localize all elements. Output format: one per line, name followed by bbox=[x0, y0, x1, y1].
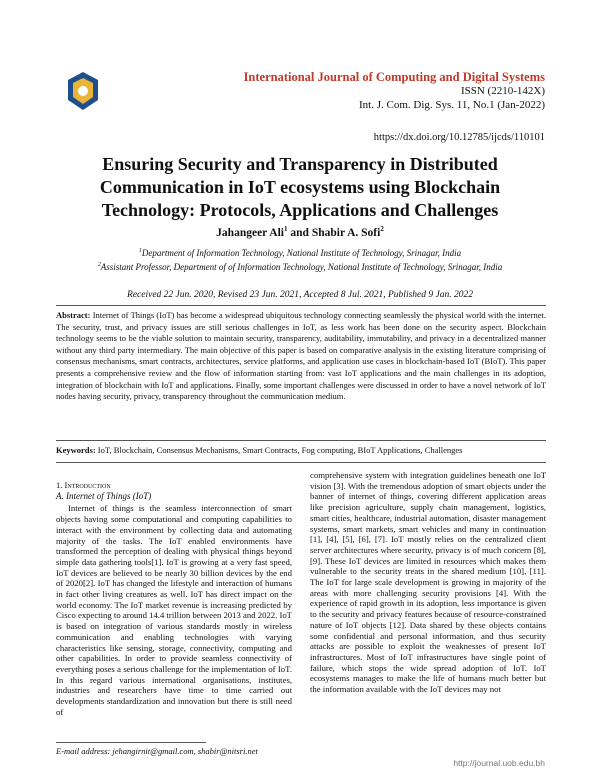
abstract-bottom-rule bbox=[56, 440, 546, 441]
journal-logo-icon bbox=[66, 70, 100, 112]
journal-header bbox=[244, 70, 545, 112]
author-2-sup: 2 bbox=[380, 225, 384, 233]
journal-citation: Int. J. Com. Dig. Sys. 11, No.1 (Jan-2022) bbox=[359, 99, 545, 111]
footnote-rule bbox=[56, 742, 206, 743]
abstract-text: Internet of Things (IoT) has become a widespread ubiquitous technology connecting seamlessly the physical world with the internet. The security, trust, and privacy issues are still serious challenges in IoT, as less work has been done on the security aspect. Blockchain technology seems to be the viable solution to maintain security, transparency, auditability, immutability, and privacy in a decentralized manner without any third party intermediary. The main objective of this paper is based on comparative analysis in the existing literature comprising of consensus mechanisms, smart contracts, architectures, service platforms, and application use cases in blockchain-based IoT (BIoT). This paper presents a comprehensive review and the flow of information starting from: vast IoT applications and the main challenges in its adoption, integration of blockchain with IoT and applications. Finally, some important challenges were discussed in order to have a novel network of IoT nodes having security, privacy, transparency throughout the communication medium. bbox=[56, 310, 546, 402]
section-number: 1. bbox=[56, 480, 63, 490]
subsection-heading: A. Internet of Things (IoT) bbox=[56, 490, 152, 501]
journal-issn: ISSN (2210-142X) bbox=[460, 85, 545, 97]
author-and: and bbox=[290, 226, 309, 239]
journal-name: International Journal of Computing and Digital Systems bbox=[243, 70, 545, 84]
affiliation-2 bbox=[60, 259, 540, 273]
affiliation-1 bbox=[60, 245, 540, 259]
abstract-label: Abstract: bbox=[56, 310, 91, 320]
paper-title: Ensuring Security and Transparency in Distributed Communication in IoT ecosystems using Blockchain Technology: Protocols, Applications and Challenges bbox=[99, 154, 501, 220]
left-column-text: Internet of things is the seamless interconnection of smart objects having some computational and computing capabilities to interact with the environment by collecting data and automating majority of the tasks. The IoT enabled environments have transformed the perception of dealing with physical things beyond simple data gathering tools[1]. IoT is growing at a very fast speed, IoT devices are believed to be nearly 30 billion devices by the end of 2020[2]. IoT has changed the lifestyle and interaction of humans in fact other living creatures as well. IoT has direct impact on the world economy. The IoT market revenue is increasing predicted by Cisco expecting to around 14.4 trillion between 2013 and 2022. IoT is based on integration of various standards mostly in wireless communication and enabling technologies with varying characteristics like sensing, storage, connectivity, computing and other capabilities. In order to provide seamless connectivity of everything poses a serious challenge for the implementation of IoT. In this regard various international organisations, institutes, industries and researchers have time to time carried out developments standardization and innovation but there is still need of bbox=[56, 503, 292, 717]
keywords-rule bbox=[56, 462, 546, 463]
right-column-text: comprehensive system with integration guidelines beneath one IoT vision [3]. With the tremendous adoption of smart objects under the banner of internet of things, covering different application areas like precision agriculture, supply chain management, logistics, smart cities, healthcare, industrial automation, disaster management systems, smart markets, smart vehicles and many in continuation [1], [4], [5], [6], [7]. IoT mostly relies on the centralized client server architectures where security, privacy is of much concern [8], [9]. These IoT devices are limited in resources which makes them vulnerable to the security treats in the shared medium [10], [11]. The IoT for large scale development is growing in majority of the areas with more challenging security provisions [4]. With the experience of rapid growth in its adoption, less importance is given to the security and privacy features because of resource-constrained nature of IoT objects [12]. Data shared by these objects contains some confidential and personal information, and thus security attacks are possible to exploit the weaknesses of present IoT infrastructures. Most of IoT infrastructures have single point of failure, which stops the wide spread adoption of IoT. IoT ecosystems manages to make the life of humans much better but the information available with the IoT devices may not bbox=[310, 470, 546, 695]
author-2: Shabir A. Sofi bbox=[311, 226, 381, 239]
section-title: Introduction bbox=[64, 480, 111, 490]
section-heading bbox=[56, 480, 292, 491]
journal-url[interactable]: http://journal.uob.edu.bh bbox=[453, 758, 545, 768]
author-line bbox=[0, 225, 600, 239]
left-column bbox=[56, 470, 292, 717]
doi-link[interactable]: https://dx.doi.org/10.12785/ijcds/110101 bbox=[373, 132, 545, 143]
affiliation-2-text: Assistant Professor, Department of of Information Technology, National Institute of Technology, Srinagar, India bbox=[100, 262, 503, 272]
right-column bbox=[310, 470, 546, 695]
affiliation-1-text: Department of Information Technology, National Institute of Technology, Srinagar, India bbox=[141, 248, 462, 258]
abstract-top-rule bbox=[56, 305, 546, 306]
received-dates: Received 22 Jun. 2020, Revised 23 Jun. 2021, Accepted 8 Jul. 2021, Published 9 Jan. 2022 bbox=[127, 290, 473, 300]
keywords bbox=[56, 445, 546, 456]
abstract bbox=[56, 310, 546, 403]
keywords-label: Keywords: bbox=[56, 445, 96, 455]
affiliations bbox=[60, 245, 540, 273]
keywords-text: IoT, Blockchain, Consensus Mechanisms, Smart Contracts, Fog computing, BIoT Applications, Challenges bbox=[97, 445, 463, 455]
affiliation-1-sup: 1 bbox=[138, 248, 142, 254]
affiliation-2-sup: 2 bbox=[97, 262, 101, 268]
author-1-sup: 1 bbox=[284, 225, 288, 233]
author-1: Jahangeer Ali bbox=[216, 226, 285, 239]
email-footnote: E-mail address: jehangirnit@gmail.com, shabir@nitsri.net bbox=[56, 746, 258, 756]
